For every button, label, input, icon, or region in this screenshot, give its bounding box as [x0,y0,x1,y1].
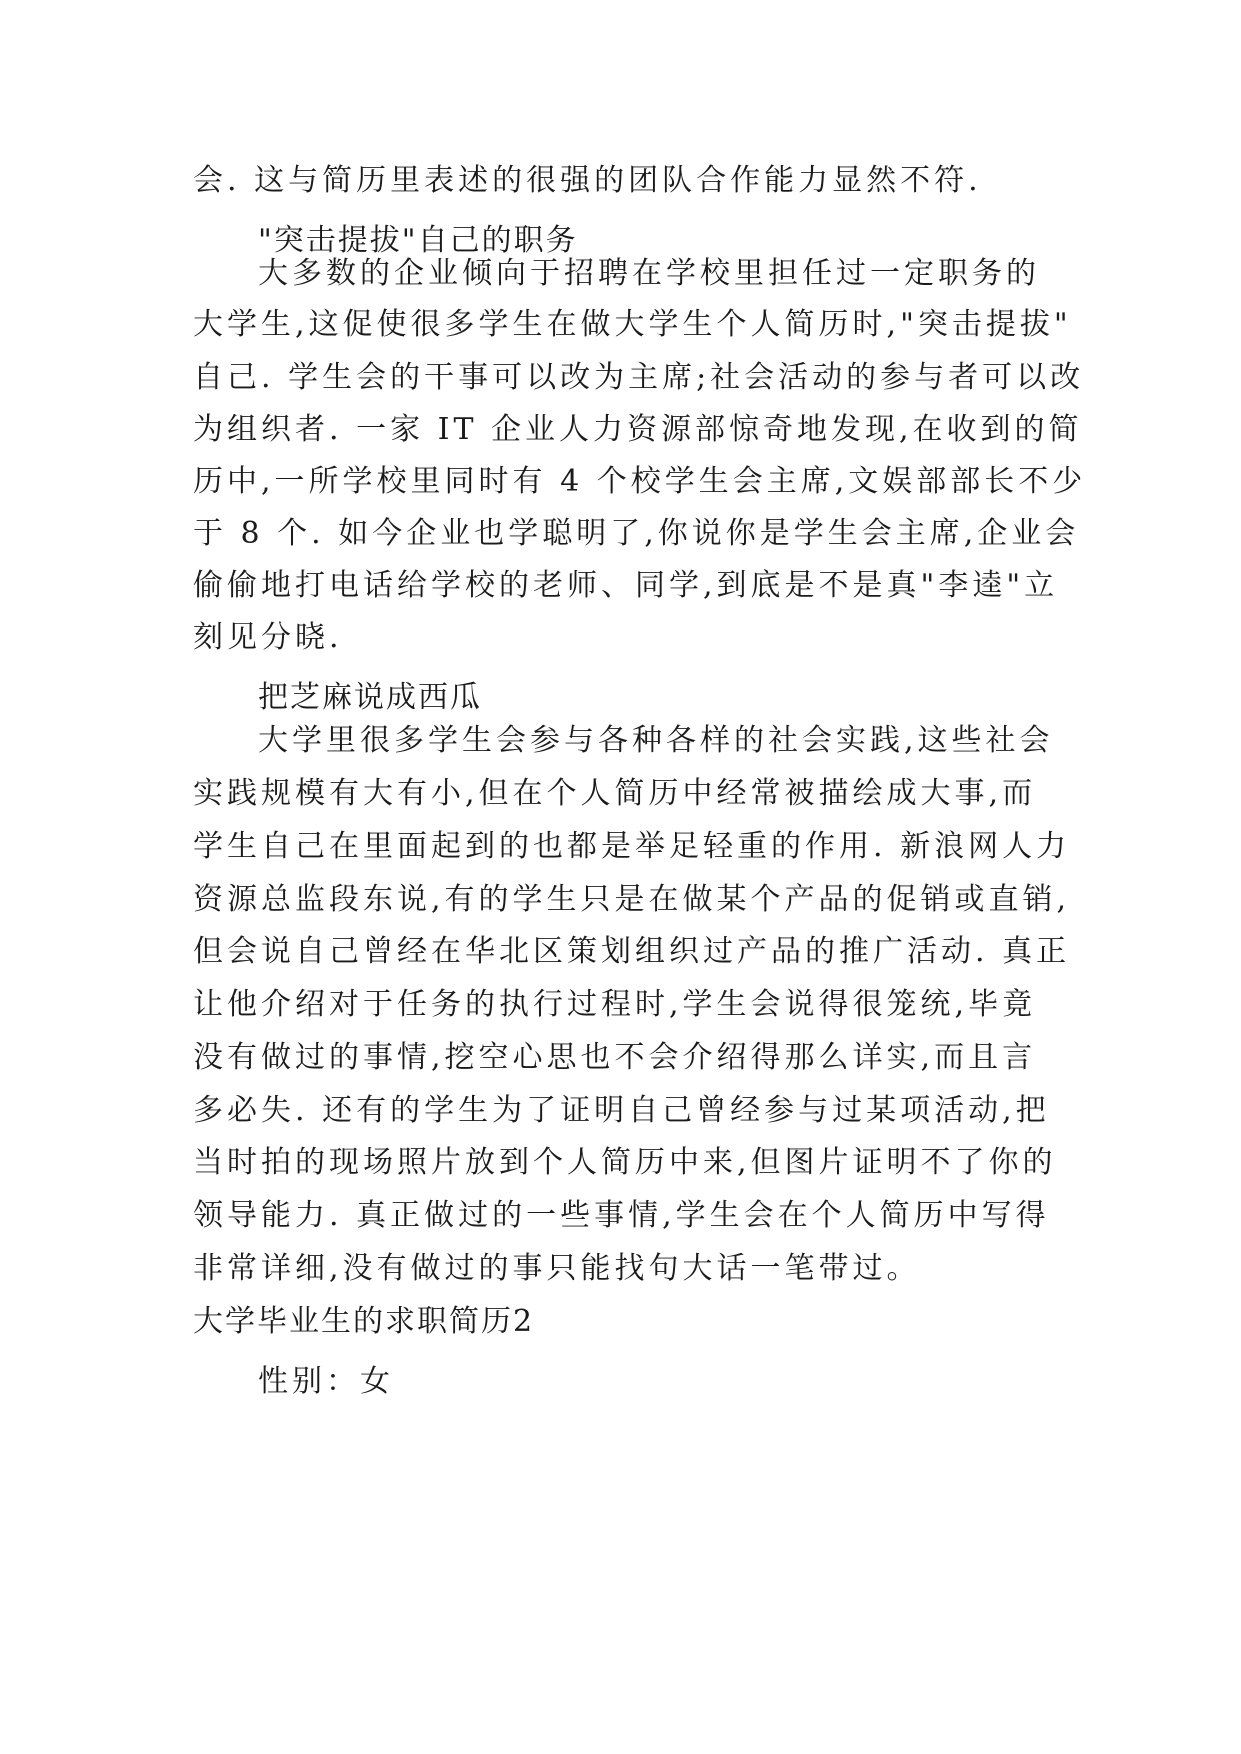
paragraph-line: 多必失. 还有的学生为了证明自己曾经参与过某项活动,把 [193,1093,1050,1128]
paragraph-line: 于 8 个. 如今企业也学聪明了,你说你是学生会主席,企业会 [193,516,1080,551]
paragraph-line: 偷偷地打电话给学校的老师、同学,到底是不是真"李逵"立 [193,568,1059,603]
gender-field: 性别：女 [258,1364,394,1399]
paragraph-line: 领导能力. 真正做过的一些事情,学生会在个人简历中写得 [193,1198,1050,1233]
paragraph-line: 大学生,这促使很多学生在做大学生个人简历时,"突击提拔" [193,307,1072,342]
paragraph-line: 大学里很多学生会参与各种各样的社会实践,这些社会 [258,723,1054,758]
paragraph-line: 资源总监段东说,有的学生只是在做某个产品的促销或直销, [193,882,1071,917]
paragraph-line: 让他介绍对于任务的执行过程时,学生会说得很笼统,毕竟 [193,987,1037,1022]
paragraph-line: 刻见分晓. [193,620,343,655]
paragraph-line: 历中,一所学校里同时有 4 个校学生会主席,文娱部部长不少 [193,464,1087,499]
paragraph-line: 实践规模有大有小,但在个人简历中经常被描绘成大事,而 [193,776,1037,811]
resume-title: 大学毕业生的求职简历2 [193,1304,535,1339]
paragraph-line: 会. 这与简历里表述的很强的团队合作能力显然不符. [193,163,982,198]
paragraph-line: 没有做过的事情,挖空心思也不会介绍得那么详实,而且言 [193,1040,1037,1075]
paragraph-line: 大多数的企业倾向于招聘在学校里担任过一定职务的 [258,256,1040,291]
paragraph-line: 但会说自己曾经在华北区策划组织过产品的推广活动. 真正 [193,934,1071,969]
paragraph-line: 当时拍的现场照片放到个人简历中来,但图片证明不了你的 [193,1145,1057,1180]
section-heading: 把芝麻说成西瓜 [258,680,482,715]
paragraph-line: 为组织者. 一家 IT 企业人力资源部惊奇地发现,在收到的简 [193,412,1083,447]
paragraph-line: 自己. 学生会的干事可以改为主席;社会活动的参与者可以改 [193,360,1085,395]
paragraph-line: 学生自己在里面起到的也都是举足轻重的作用. 新浪网人力 [193,829,1071,864]
section-heading: "突击提拔"自己的职务 [258,223,578,258]
paragraph-line: 非常详细,没有做过的事只能找句大话一笔带过。 [193,1251,921,1286]
